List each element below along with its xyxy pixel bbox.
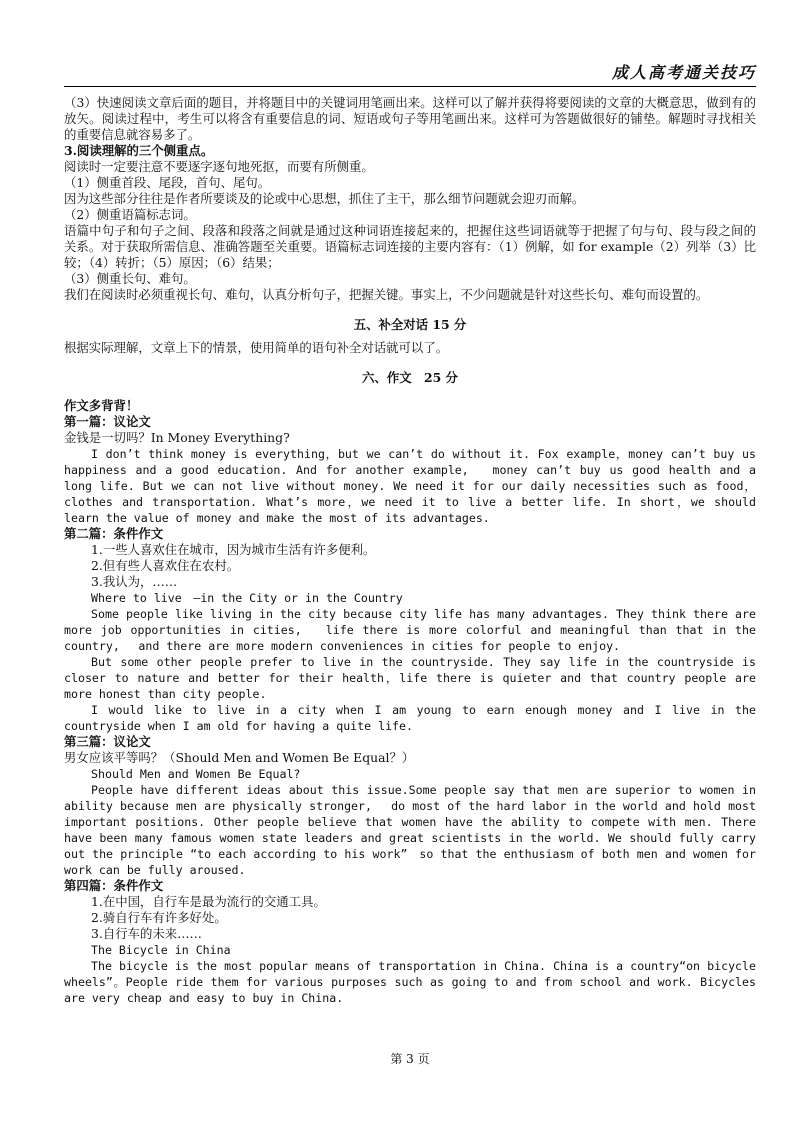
reading-focus-intro: 阅读时一定要注意不要逐字逐句地死抠，而要有所侧重。 xyxy=(64,159,374,174)
reading-focus-heading: 3.阅读理解的三个侧重点。 xyxy=(64,143,214,158)
essay-4-point: 3.自行车的未来…… xyxy=(91,926,202,941)
reading-focus-1-body: 因为这些部分往往是作者所要谈及的论或中心思想，抓住了主干，那么细节问题就会迎刃而解。 xyxy=(64,191,585,206)
essay-4-subtitle: The Bicycle in China xyxy=(91,943,231,957)
section-5-body: 根据实际理解，文章上下的情景，使用简单的语句补全对话就可以了。 xyxy=(64,340,449,355)
essay-2-para-3: I would like to live in a city when I am young to earn enough money and I live in the countryside when I am old for having a quite life. xyxy=(64,703,756,733)
page-header-title: 成人高考通关技巧 xyxy=(611,63,756,82)
essay-2-point: 2.但有些人喜欢住在农村。 xyxy=(91,558,240,573)
essay-3-title: 第三篇：议论文 xyxy=(64,734,151,749)
reading-focus-3: （3）侧重长句、难句。 xyxy=(64,271,196,286)
essay-4-body: The bicycle is the most popular means of transportation in China. China is a country“on bicycle wheels”。People ride them for various purposes such as going to and from school and work. Bicycles are very cheap and easy to buy in China. xyxy=(64,959,756,1005)
essay-1-prompt: 金钱是一切吗？In Money Everything? xyxy=(64,430,290,445)
essay-3-subtitle: Should Men and Women Be Equal? xyxy=(91,767,301,781)
reading-focus-2: （2）侧重语篇标志词。 xyxy=(64,207,196,222)
section-5-heading: 五、补全对话 15 分 xyxy=(353,317,467,332)
essay-4-point: 2.骑自行车有许多好处。 xyxy=(91,910,227,925)
section-6-heading: 六、作文 25 分 xyxy=(362,370,458,385)
essay-3-prompt: 男女应该平等吗？（Should Men and Women Be Equal？） xyxy=(64,750,415,765)
header-rule xyxy=(64,86,756,87)
essay-1-body: I don’t think money is everything，but we can’t do without it. Fox example，money can’t buy us happiness and a good education. And for another example, money can’t buy us good health and a long life. But we can not live without money. We need it for our daily necessities such as food，clothes and transportation. What’s more，we need it to live a better life. In short，we should learn the value of money and make the most of its advantages. xyxy=(64,447,756,525)
essay-4-point: 1.在中国，自行车是最为流行的交通工具。 xyxy=(91,894,326,909)
reading-focus-2-body: 语篇中句子和句子之间、段落和段落之间就是通过这种词语连接起来的，把握住这些词语就等于把握了句与句、段与段之间的关系。对于获取所需信息、准确答题至关重要。语篇标志词连接的主要内容有：（1）例解，如 for example（2）列举（3）比较；（4）转折；（5）原因；（6）结果； xyxy=(64,223,756,270)
essay-2-point: 3.我认为，…… xyxy=(91,574,178,589)
section-6-intro: 作文多背背！ xyxy=(64,398,139,413)
page-content xyxy=(64,95,756,1006)
essay-2-para-1: Some people like living in the city because city life has many advantages. They think there are more job opportunities in cities, life there is more colorful and meaningful than that in the country, and there are more modern conveniences in cities for people to enjoy. xyxy=(64,607,756,653)
reading-tip-3: （3）快速阅读文章后面的题目，并将题目中的关键词用笔画出来。这样可以了解并获得将要阅读的文章的大概意思，做到有的放矢。阅读过程中，考生可以将含有重要信息的词、短语或句子等用笔画出来。这样可为答题做很好的铺垫。解题时寻找相关的重要信息就容易多了。 xyxy=(64,95,756,142)
page-number: 第 3 页 xyxy=(390,1052,430,1066)
essay-2-point: 1.一些人喜欢住在城市，因为城市生活有许多便利。 xyxy=(91,542,376,557)
essay-4-title: 第四篇：条件作文 xyxy=(64,878,164,893)
reading-focus-1: （1）侧重首段、尾段，首句、尾句。 xyxy=(64,175,271,190)
essay-2-para-2: But some other people prefer to live in the countryside. They say life in the countryside is closer to nature and better for their health，life there is quieter and that country people are more honest than city people. xyxy=(64,655,756,701)
essay-2-title: 第二篇：条件作文 xyxy=(64,526,164,541)
reading-focus-3-body: 我们在阅读时必须重视长句、难句，认真分析句子，把握关键。事实上，不少问题就是针对这些长句、难句而设置的。 xyxy=(64,287,709,302)
essay-2-subtitle: Where to live —in the City or in the Country xyxy=(91,591,403,605)
essay-3-body: People have different ideas about this issue.Some people say that men are superior to women in ability because men are physically stronger, do most of the hard labor in the world and hold most important positions. Other people believe that women have the ability to compete with men. There have been many famous women state leaders and great scientists in the world. We should fully carry out the principle “to each according to his work” so that the enthusiasm of both men and women for work can be fully aroused. xyxy=(64,783,756,877)
essay-1-title: 第一篇：议论文 xyxy=(64,414,151,429)
